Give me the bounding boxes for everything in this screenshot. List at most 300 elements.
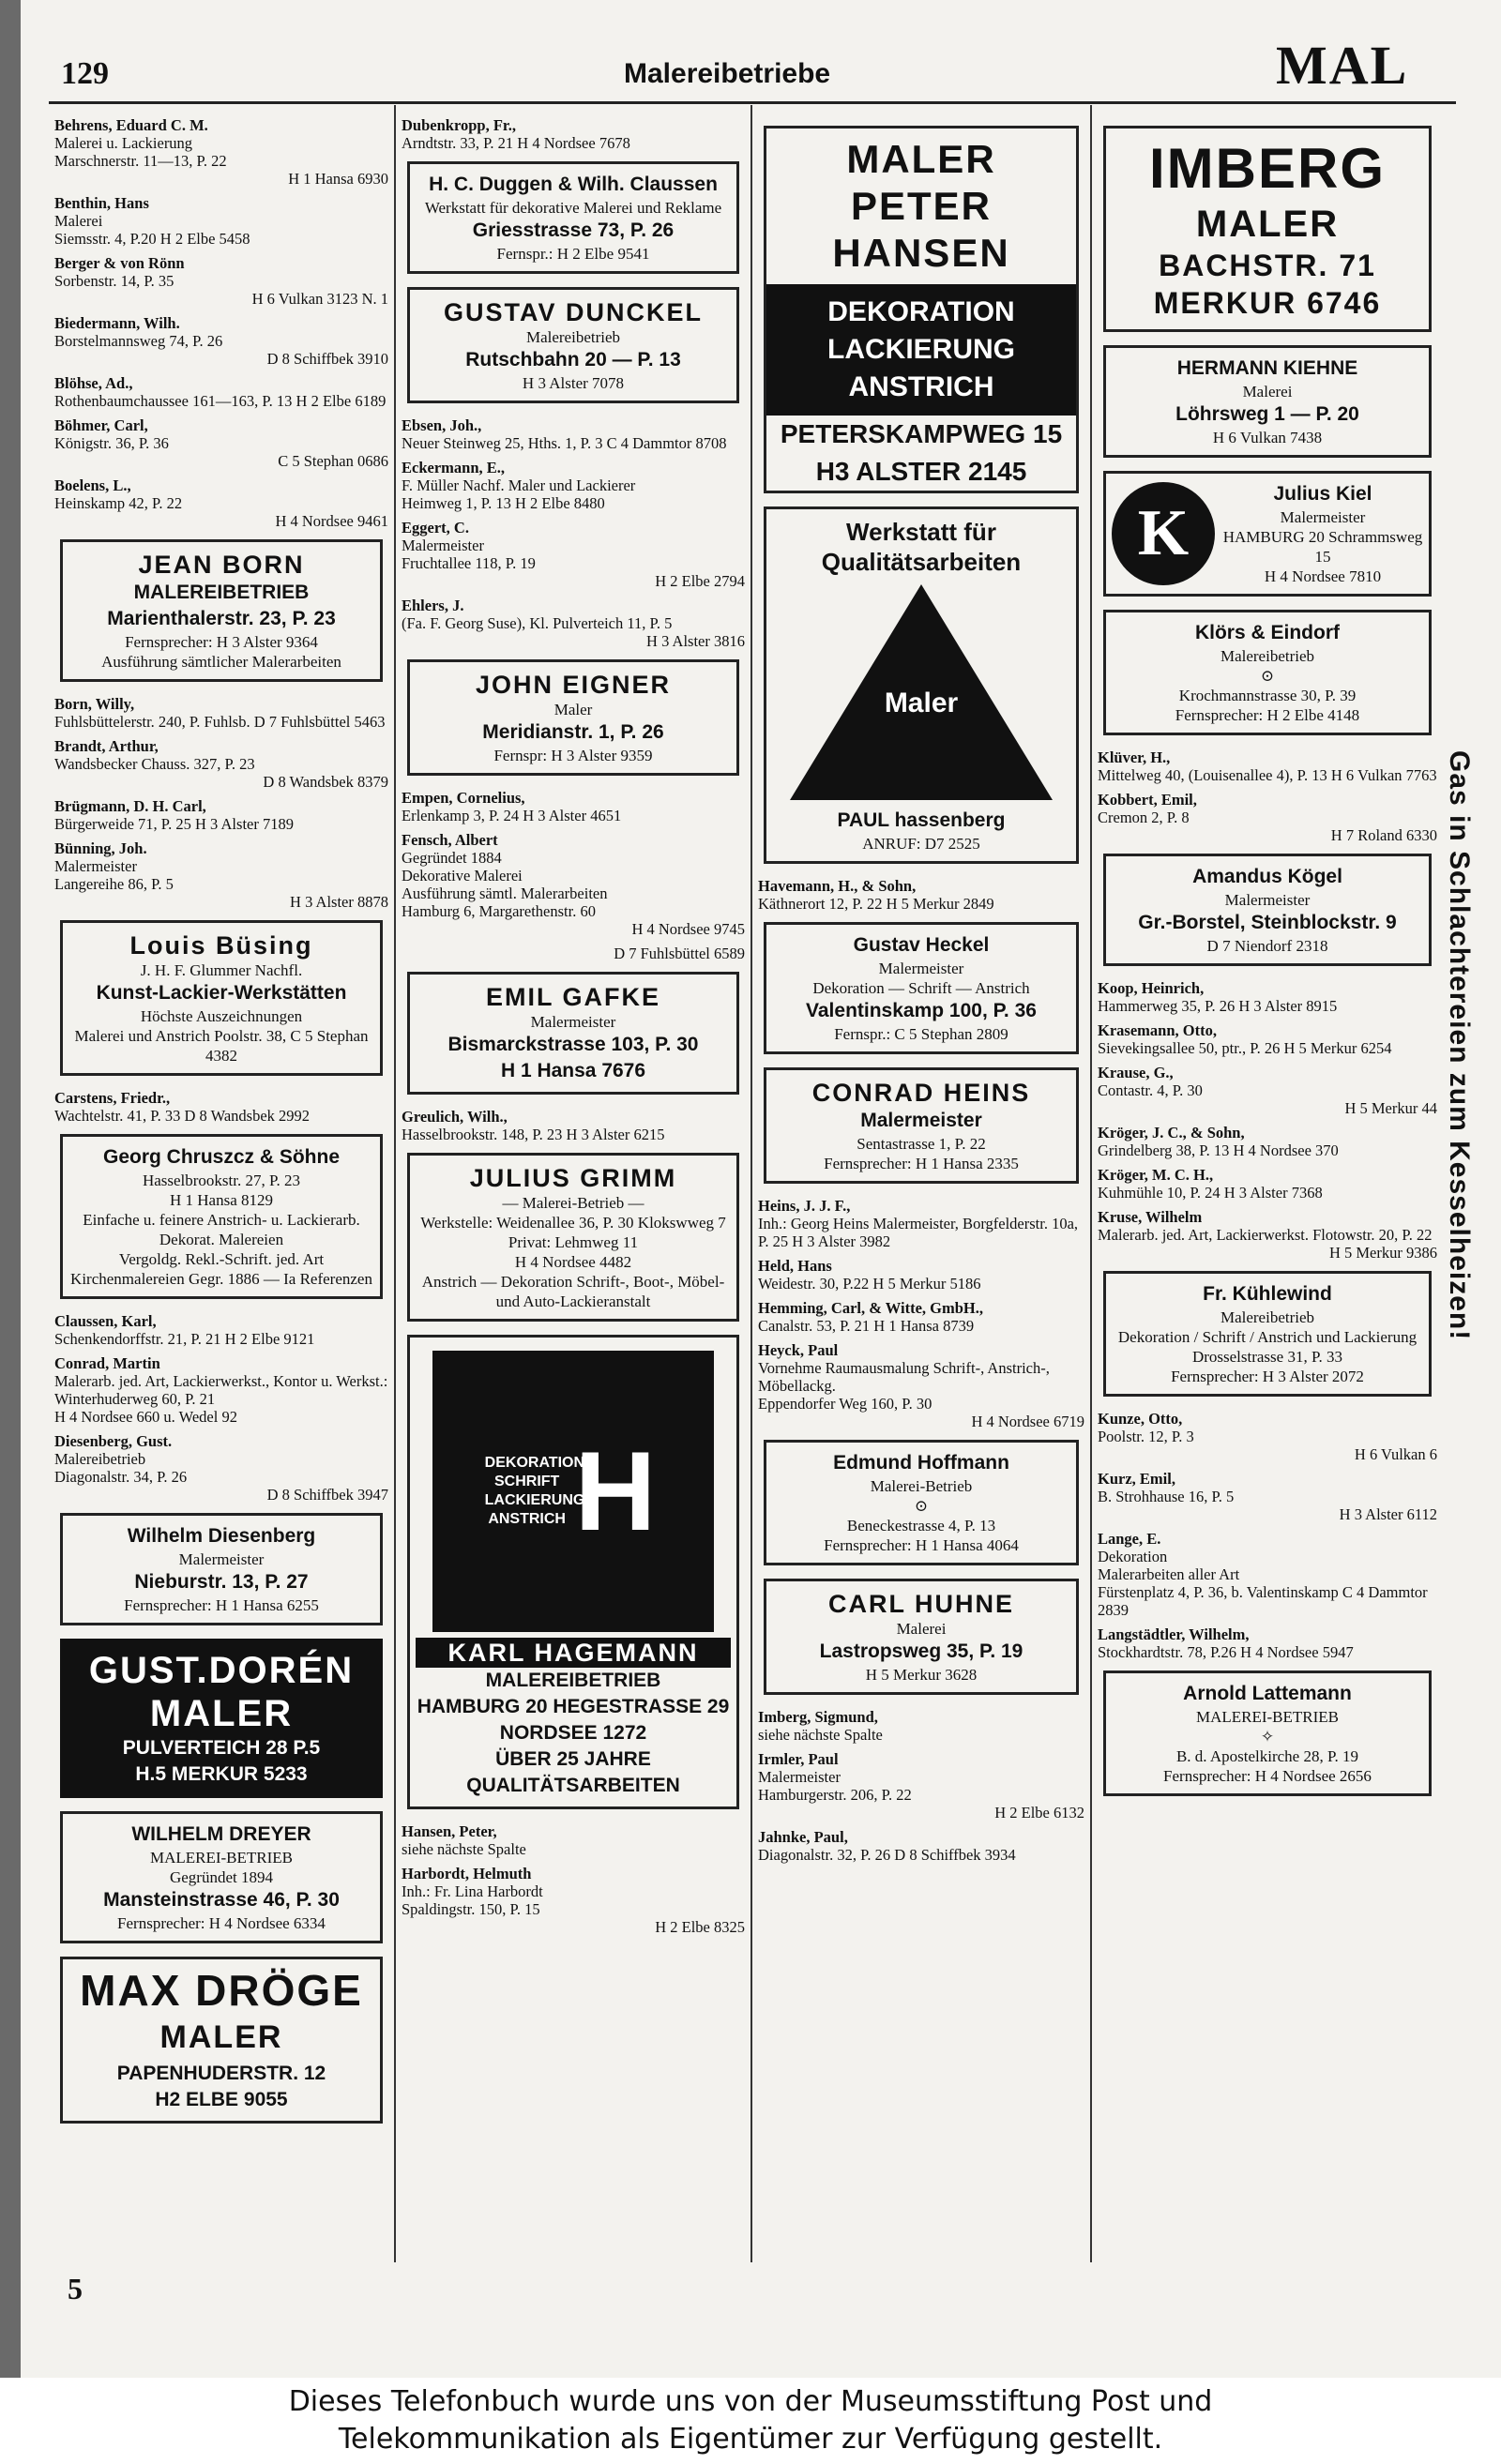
ad-max-droge (60, 1957, 383, 2124)
ad-subtitle: Malermeister (530, 1013, 616, 1031)
listing-line: Canalstr. 53, P. 21 H 1 Hansa 8739 (758, 1317, 975, 1335)
ad-subtitle: — Malerei-Betrieb — (502, 1194, 644, 1212)
listing-line: (Fa. F. Georg Suse), Kl. Pulverteich 11, P. 5 (402, 614, 673, 632)
listing-line: Malerarb. jed. Art, Lackierwerkst., Kontor u. Werkst.: Winterhuderweg 60, P. 21 (54, 1372, 388, 1408)
listing-line: Sievekingsallee 50, ptr., P. 26 H 5 Merkur 6254 (1098, 1039, 1392, 1057)
listing-entry (1098, 1064, 1437, 1117)
column-divider (394, 105, 396, 2262)
listing-entry (54, 839, 388, 911)
listing-name: Bünning, Joh. (54, 839, 147, 857)
listing-entry (54, 695, 388, 731)
listing-name: Greulich, Wilh., (402, 1108, 508, 1126)
footer-credit (0, 2378, 1501, 2464)
ad-hermann-kiehne (1103, 345, 1432, 458)
listing-name: Fensch, Albert (402, 831, 498, 849)
ad-address: Krochmannstrasse 30, P. 39 (1178, 687, 1357, 704)
ad-chruszcz (60, 1134, 383, 1299)
side-slogan (1443, 750, 1480, 1557)
listing-name: Claussen, Karl, (54, 1312, 157, 1330)
ad-extra: ÜBER 25 JAHRE QUALITÄTSARBEITEN (466, 1748, 680, 1796)
ad-subtitle: MALER (159, 2019, 283, 2055)
ad-extra: Fernsprecher: H 3 Alster 2072 (1171, 1368, 1364, 1385)
ad-title: EMIL GAFKE (485, 983, 660, 1011)
listing-entry (402, 1822, 745, 1858)
ad-title: Georg Chruszcz & Söhne (102, 1146, 341, 1168)
listing-entry (758, 1197, 1084, 1250)
listing-name: Kröger, J. C., & Sohn, (1098, 1124, 1245, 1141)
entry-group (54, 116, 388, 530)
listing-entry (402, 597, 745, 650)
listing-name: Born, Willy, (54, 695, 135, 713)
listing-line: Fürstenplatz 4, P. 36, b. Valentinskamp C 4 Dammtor 2839 (1098, 1583, 1428, 1619)
ad-subtitle: Malereibetrieb (1220, 647, 1315, 665)
listing-name: Kurz, Emil, (1098, 1470, 1175, 1488)
ad-phone: Fernsprecher: H 2 Elbe 4148 (1175, 706, 1360, 724)
listing-line: Stockhardtstr. 78, P.26 H 4 Nordsee 5947 (1098, 1643, 1354, 1661)
listing-name: Harbordt, Helmuth (402, 1865, 532, 1882)
emblem-ribbon-text: DEKORATION SCHRIFT LACKIERUNG ANSTRICH (484, 1455, 585, 1527)
ad-phone: H 1 Hansa 7676 (500, 1060, 646, 1081)
listing-line: Cremon 2, P. 8 (1098, 809, 1190, 826)
listing-entry (1098, 1208, 1437, 1262)
listing-line: Malermeister (402, 537, 484, 554)
listing-line: Käthnerort 12, P. 22 H 5 Merkur 2849 (758, 895, 994, 913)
ad-subtitle: Malermeister (178, 1550, 265, 1568)
ad-subtitle: Malermeister (860, 1110, 982, 1131)
listing-name: Benthin, Hans (54, 194, 149, 212)
listing-line: Fruchtallee 118, P. 19 (402, 554, 536, 572)
entry-group (1098, 748, 1437, 844)
listing-line: Königstr. 36, P. 36 (54, 434, 169, 452)
page-bottom-number: 5 (68, 2272, 83, 2305)
listing-line: Schenkendorffstr. 21, P. 21 H 2 Elbe 9121 (54, 1330, 315, 1348)
ad-gustav-dunckel (407, 287, 739, 403)
listing-line: siehe nächste Spalte (758, 1726, 883, 1744)
listing-line: Inh.: Georg Heins Malermeister, Borgfelderstr. 10a, P. 25 H 3 Alster 3982 (758, 1215, 1079, 1250)
ad-subtitle: Hasselbrookstr. 27, P. 23 (142, 1172, 301, 1189)
listing-name: Biedermann, Wilh. (54, 314, 180, 332)
listing-phone: H 6 Vulkan 6 (1354, 1445, 1437, 1463)
listing-line: Arndtstr. 33, P. 21 H 4 Nordsee 7678 (402, 134, 630, 152)
ad-address: Meridianstr. 1, P. 26 (482, 721, 664, 743)
ad-title: Fr. Kühlewind (1203, 1283, 1332, 1305)
ad-title: JULIUS GRIMM (469, 1164, 677, 1192)
listing-line: Malerarbeiten aller Art (1098, 1565, 1240, 1583)
listing-name: Ehlers, J. (402, 597, 464, 614)
listing-entry (1098, 1410, 1437, 1463)
listing-name: Langstädtler, Wilhelm, (1098, 1625, 1250, 1643)
ad-address: HAMBURG 20 HEGESTRASSE 29 (417, 1696, 730, 1717)
ad-paul-hassenberg (764, 506, 1079, 864)
ornament-icon: ✧ (1260, 1728, 1275, 1746)
listing-entry (54, 1312, 388, 1348)
ad-title: CARL HUHNE (827, 1590, 1014, 1618)
listing-name: Kunze, Otto, (1098, 1410, 1183, 1428)
section-code: MAL (1276, 35, 1409, 96)
ad-address: Griesstrasse 73, P. 26 (472, 219, 675, 241)
listing-line: Diagonalstr. 32, P. 26 D 8 Schiffbek 3934 (758, 1846, 1016, 1864)
listing-line: Malermeister (54, 857, 137, 875)
ad-phone: Fernsprecher: H 4 Nordsee 6334 (117, 1914, 326, 1932)
ad-phone: NORDSEE 1272 (499, 1722, 647, 1744)
entry-group (402, 1822, 745, 1936)
listing-entry (402, 519, 745, 590)
ad-subtitle: MALEREI-BETRIEB (1195, 1708, 1340, 1726)
ad-title: Gustav Heckel (853, 934, 990, 956)
ad-subtitle: Maler (553, 701, 593, 718)
ad-address: Kunst-Lackier-Werkstätten (96, 982, 347, 1004)
ad-address: Mansteinstrasse 46, P. 30 (103, 1889, 340, 1911)
listing-line: Wandsbecker Chauss. 327, P. 23 (54, 755, 255, 773)
ad-phone: ANRUF: D7 2525 (862, 835, 980, 853)
ad-phone: Valentinskamp 100, P. 36 (806, 1000, 1037, 1021)
ad-address: Dekoration — Schrift — Anstrich (812, 979, 1030, 997)
ad-title: HERMANN KIEHNE (1176, 357, 1358, 379)
ad-extra: Ausführung sämtlicher Malerarbeiten (101, 653, 341, 671)
listing-line: Hammerweg 35, P. 26 H 3 Alster 8915 (1098, 997, 1338, 1015)
listing-name: Eggert, C. (402, 519, 469, 537)
ad-edmund-hoffmann (764, 1440, 1079, 1565)
listing-line: Neuer Steinweg 25, Hths. 1, P. 3 C 4 Dammtor 8708 (402, 434, 727, 452)
ad-title: GUSTAV DUNCKEL (444, 298, 703, 326)
ad-subtitle: DEKORATION LACKIERUNG ANSTRICH (766, 284, 1076, 416)
listing-line: Bürgerweide 71, P. 25 H 3 Alster 7189 (54, 815, 294, 833)
listing-line: Wachtelstr. 41, P. 33 D 8 Wandsbek 2992 (54, 1107, 311, 1125)
ad-amandus-kogel (1103, 854, 1432, 966)
listing-entry (1098, 979, 1437, 1015)
listing-entry (402, 1108, 745, 1143)
listing-name: Jahnke, Paul, (758, 1828, 848, 1846)
listing-entry (402, 831, 745, 938)
ad-jean-born (60, 539, 383, 682)
ad-duggen-claussen (407, 161, 739, 274)
listing-name: Held, Hans (758, 1257, 832, 1275)
listing-name: Ebsen, Joh., (402, 416, 482, 434)
listing-entry (758, 877, 1084, 913)
ornament-icon: ⊙ (1260, 667, 1275, 685)
listing-phone: H 6 Vulkan 3123 N. 1 (251, 290, 388, 308)
listing-phone: H 3 Alster 6112 (1339, 1505, 1437, 1523)
ad-address: H 1 Hansa 8129 (169, 1191, 273, 1209)
entry-group (758, 1708, 1084, 1864)
hassenberg-triangle-icon (790, 584, 1053, 800)
listing-name: Carstens, Friedr., (54, 1089, 171, 1107)
ad-wilhelm-diesenberg (60, 1513, 383, 1625)
ad-address: Lastropsweg 35, P. 19 (819, 1640, 1023, 1662)
ad-title: Louis Büsing (129, 931, 313, 960)
listing-phone: D 8 Schiffbek 3910 (266, 350, 388, 368)
page-number: 129 (61, 56, 109, 91)
listing-line: siehe nächste Spalte (402, 1840, 526, 1858)
ad-title: H. C. Duggen & Wilh. Claussen (429, 174, 718, 195)
listing-line: Marschnerstr. 11—13, P. 22 (54, 152, 227, 170)
listing-name: Heins, J. J. F., (758, 1197, 851, 1215)
listing-phone: H 2 Elbe 2794 (655, 572, 745, 590)
listing-name: Diesenberg, Gust. (54, 1432, 173, 1450)
entry-group (758, 1197, 1084, 1430)
ad-gust-doren (60, 1639, 383, 1798)
footer-line-1: Dieses Telefonbuch wurde uns von der Museumsstiftung Post und (288, 2385, 1213, 2418)
listing-name: Brandt, Arthur, (54, 737, 159, 755)
listing-phone: H 4 Nordsee 9461 (275, 512, 388, 530)
listing-phone: H 3 Alster 3816 (646, 632, 745, 650)
listing-entry (54, 1432, 388, 1504)
listing-entry (1098, 1166, 1437, 1202)
footer-line-2: Telekommunikation als Eigentümer zur Verfügung gestellt. (338, 2423, 1163, 2456)
ad-phone: H2 ELBE 9055 (155, 2089, 288, 2110)
listing-entry (402, 416, 745, 452)
ad-address: H.5 MERKUR 5233 (135, 1763, 308, 1785)
ad-address: PAPENHUDERSTR. 12 (116, 2063, 326, 2084)
listing-phone: H 3 Alster 8878 (290, 893, 388, 911)
listing-entry (758, 1257, 1084, 1292)
column-3 (758, 116, 1084, 1870)
listing-line: Hasselbrookstr. 148, P. 23 H 3 Alster 6215 (402, 1126, 665, 1143)
ad-julius-grimm (407, 1153, 739, 1322)
ad-address: Rutschbahn 20 — P. 13 (465, 349, 681, 370)
ad-title: Edmund Hoffmann (833, 1452, 1009, 1474)
ad-address: Marienthalerstr. 23, P. 23 (107, 608, 336, 629)
ad-address: HAMBURG 20 Schrammsweg 15 (1222, 528, 1423, 566)
listing-line: Diagonalstr. 34, P. 26 (54, 1468, 188, 1486)
listing-name: Irmler, Paul (758, 1750, 839, 1768)
listing-name: Brügmann, D. H. Carl, (54, 797, 206, 815)
ad-subtitle: Malereibetrieb (525, 328, 621, 346)
column-4 (1098, 116, 1437, 1809)
listing-line: Malerei (54, 212, 103, 230)
ad-title: IMBERG (1149, 137, 1386, 200)
listing-phone: H 4 Nordsee 9745 (631, 920, 745, 938)
listing-entry (758, 1828, 1084, 1864)
listing-line: Vornehme Raumausmalung Schrift-, Anstrich-, Möbellackg. (758, 1359, 1050, 1395)
listing-name: Hansen, Peter, (402, 1822, 497, 1840)
listing-entry (758, 1708, 1084, 1744)
ad-extra: Fernspr.: C 5 Stephan 2809 (834, 1025, 1008, 1043)
ad-address: BACHSTR. 71 (1159, 249, 1376, 282)
column-1 (54, 116, 388, 2137)
listing-phone: H 5 Merkur 9386 (1328, 1244, 1437, 1262)
ornament-icon: ⊙ (914, 1497, 929, 1515)
ad-phone: H 6 Vulkan 7438 (1212, 429, 1323, 446)
listing-entry (1098, 1021, 1437, 1057)
entry-group (402, 789, 745, 962)
ad-john-eigner (407, 659, 739, 776)
listing-name: Krause, G., (1098, 1064, 1174, 1081)
entry-group (402, 416, 745, 650)
ad-fr-kuhlewind (1103, 1271, 1432, 1397)
listing-line: Spaldingstr. 150, P. 15 (402, 1900, 540, 1918)
listing-name: Kröger, M. C. H., (1098, 1166, 1214, 1184)
listing-phone: H 4 Nordsee 6719 (971, 1413, 1084, 1430)
entry-group (54, 695, 388, 911)
entry-group (54, 1312, 388, 1504)
listing-name: Conrad, Martin (54, 1354, 160, 1372)
listing-name: Lange, E. (1098, 1530, 1161, 1548)
ad-title: Wilhelm Diesenberg (127, 1525, 316, 1547)
ad-phone: Höchste Auszeichnungen (140, 1007, 303, 1025)
ad-title: JEAN BORN (138, 551, 305, 579)
listing-name: Krasemann, Otto, (1098, 1021, 1217, 1039)
listing-entry (54, 116, 388, 188)
listing-entry (54, 737, 388, 791)
ad-subtitle: Malerei (1242, 383, 1293, 401)
listing-phone: H 7 Roland 6330 (1330, 826, 1437, 844)
ad-phone: H3 ALSTER 2145 (815, 457, 1027, 486)
ad-subtitle: Maler (884, 688, 959, 718)
listing-line: Erlenkamp 3, P. 24 H 3 Alster 4651 (402, 807, 622, 824)
listing-phone: D 7 Fuhlsbüttel 6589 (614, 945, 745, 962)
ad-phone: Fernspr.: H 2 Elbe 9541 (496, 245, 650, 263)
listing-name: Dubenkropp, Fr., (402, 116, 516, 134)
listing-phone: D 8 Schiffbek 3947 (266, 1486, 388, 1504)
listing-name: Kruse, Wilhelm (1098, 1208, 1203, 1226)
listing-line: Hamburgerstr. 206, P. 22 (758, 1786, 912, 1804)
listing-line: Mittelweg 40, (Louisenallee 4), P. 13 H 6 Vulkan 7763 (1098, 766, 1437, 784)
listing-phone: H 1 Hansa 6930 (288, 170, 388, 188)
ad-phone: Drosselstrasse 31, P. 33 (1191, 1348, 1343, 1366)
listing-entry (54, 1354, 388, 1426)
ad-phone: Fernsprecher: H 1 Hansa 2335 (824, 1155, 1019, 1172)
listing-name: Berger & von Rönn (54, 254, 185, 272)
ad-phone: D 7 Niendorf 2318 (1206, 937, 1328, 955)
ad-founded: Gegründet 1894 (169, 1868, 273, 1886)
ad-phone: Fernsprecher: H 1 Hansa 6255 (124, 1596, 319, 1614)
ad-subtitle: Malermeister (1280, 508, 1366, 526)
listing-line: Siemsstr. 4, P.20 H 2 Elbe 5458 (54, 230, 250, 248)
listing-entry (54, 797, 388, 833)
ad-phone: Fernsprecher: H 1 Hansa 4064 (824, 1536, 1019, 1554)
listing-name: Blöhse, Ad., (54, 374, 133, 392)
ad-extra: Anstrich — Dekoration Schrift-, Boot-, Möbel- und Auto-Lackieranstalt (421, 1273, 725, 1310)
ad-conrad-heins (764, 1067, 1079, 1184)
entry-group (402, 1108, 745, 1143)
listing-line: B. Strohhause 16, P. 5 (1098, 1488, 1235, 1505)
ad-address: Löhrsweg 1 — P. 20 (1175, 403, 1359, 425)
ad-subtitle: J. H. F. Glummer Nachfl. (140, 961, 303, 979)
listing-entry (758, 1341, 1084, 1430)
listing-phone: C 5 Stephan 0686 (278, 452, 388, 470)
ad-wilhelm-dreyer (60, 1811, 383, 1943)
listing-phone: H 5 Merkur 44 (1344, 1099, 1437, 1117)
entry-group (758, 877, 1084, 913)
listing-entry (54, 254, 388, 308)
ad-address: Nieburstr. 13, P. 27 (134, 1571, 309, 1593)
ad-phone: Einfache u. feinere Anstrich- u. Lackierarb. Dekorat. Malereien (83, 1211, 360, 1248)
listing-name: Havemann, H., & Sohn, (758, 877, 917, 895)
ad-julius-kiel (1103, 471, 1432, 597)
listing-line: Heimweg 1, P. 13 H 2 Elbe 8480 (402, 494, 605, 512)
entry-group (1098, 1410, 1437, 1661)
painter-logo-icon: K (1112, 482, 1215, 585)
listing-name: Kobbert, Emil, (1098, 791, 1197, 809)
listing-line: Dekoration (1098, 1548, 1168, 1565)
listing-phone: H 2 Elbe 8325 (655, 1918, 745, 1936)
listing-line: Eppendorfer Weg 160, P. 30 (758, 1395, 932, 1413)
ad-carl-huhne (764, 1579, 1079, 1695)
listing-entry (758, 1750, 1084, 1822)
listing-phone: D 8 Wandsbek 8379 (263, 773, 388, 791)
column-divider (1090, 105, 1092, 2262)
ad-phone: H 4 Nordsee 7810 (1264, 567, 1382, 585)
entry-group (402, 116, 745, 152)
column-2 (402, 116, 745, 1942)
ad-imberg (1103, 126, 1432, 332)
listing-line: Sorbenstr. 14, P. 35 (54, 272, 174, 290)
listing-entry (1098, 1530, 1437, 1619)
ad-subtitle: Werkstatt für dekorative Malerei und Reklame (424, 199, 722, 217)
listing-entry (1098, 791, 1437, 844)
ad-karl-hagemann (407, 1335, 739, 1809)
ad-address: Sentastrasse 1, P. 22 (857, 1135, 986, 1153)
listing-phone: H 2 Elbe 6132 (994, 1804, 1084, 1822)
ad-phone: Fernspr: H 3 Alster 9359 (493, 747, 653, 764)
ad-subtitle: Malermeister (1224, 891, 1311, 909)
page-title: Malereibetriebe (624, 58, 831, 89)
ad-phone: H 3 Alster 7078 (522, 374, 625, 392)
listing-name: Empen, Cornelius, (402, 789, 525, 807)
ad-title: MAX DRÖGE (80, 1966, 363, 2015)
listing-line: Borstelmannsweg 74, P. 26 (54, 332, 223, 350)
ad-subtitle: PULVERTEICH 28 P.5 (122, 1737, 321, 1759)
listing-line: Weidestr. 30, P.22 H 5 Merkur 5186 (758, 1275, 981, 1292)
ad-title: Julius Kiel (1273, 483, 1372, 505)
listing-name: Boelens, L., (54, 476, 131, 494)
listing-entry (1098, 748, 1437, 784)
listing-entry (1098, 1124, 1437, 1159)
listing-entry (758, 1299, 1084, 1335)
ad-address: PAUL hassenberg (837, 809, 1006, 831)
listing-line: Malereibetrieb (54, 1450, 146, 1468)
ad-title: Arnold Lattemann (1183, 1683, 1352, 1704)
ad-title: WILHELM DREYER (131, 1823, 311, 1845)
ad-extra: Malerei und Anstrich Poolstr. 38, C 5 Stephan 4382 (74, 1027, 369, 1065)
ad-address: Dekoration / Schrift / Anstrich und Lackierung (1117, 1328, 1418, 1346)
listing-line: Rothenbaumchaussee 161—163, P. 13 H 2 Elbe 6189 (54, 392, 387, 410)
listing-entry (54, 476, 388, 530)
listing-line: Poolstr. 12, P. 3 (1098, 1428, 1194, 1445)
ad-address: Werkstelle: Weidenallee 36, P. 30 Klokswweg 7 Privat: Lehmweg 11 (420, 1214, 726, 1251)
listing-name: Hemming, Carl, & Witte, GmbH., (758, 1299, 983, 1317)
listing-entry (1098, 1470, 1437, 1523)
listing-name: Heyck, Paul (758, 1341, 839, 1359)
ad-phone: MERKUR 6746 (1153, 286, 1382, 320)
ad-klors-eindorf (1103, 610, 1432, 735)
listing-line: Langereihe 86, P. 5 (54, 875, 174, 893)
listing-entry (54, 314, 388, 368)
ad-title: KARL HAGEMANN (416, 1638, 731, 1668)
listing-entry (54, 1089, 388, 1125)
listing-entry (402, 459, 745, 512)
listing-entry (402, 116, 745, 152)
listing-line: H 4 Nordsee 660 u. Wedel 92 (54, 1408, 237, 1426)
listing-name: Imberg, Sigmund, (758, 1708, 878, 1726)
ad-subtitle: Malerei-Betrieb (870, 1477, 973, 1495)
ad-subtitle: MALEREI-BETRIEB (149, 1849, 294, 1867)
listing-line: Malermeister (758, 1768, 841, 1786)
listing-entry (54, 416, 388, 470)
listing-line: Malerarb. jed. Art, Lackierwerkst. Flotowstr. 20, P. 22 (1098, 1226, 1433, 1244)
ad-phone: Fernsprecher: H 3 Alster 9364 (125, 633, 318, 651)
ad-address: Beneckestrasse 4, P. 13 (846, 1517, 996, 1534)
listing-line: Dekorative Malerei (402, 867, 523, 884)
listing-name: Klüver, H., (1098, 748, 1171, 766)
ad-phone: H 5 Merkur 3628 (865, 1666, 978, 1684)
column-divider (750, 105, 752, 2262)
ad-title: JOHN EIGNER (475, 671, 672, 699)
listing-line: Grindelberg 38, P. 13 H 4 Nordsee 370 (1098, 1141, 1339, 1159)
ad-subtitle: Malereibetrieb (1220, 1308, 1315, 1326)
ad-title: Klörs & Eindorf (1194, 622, 1340, 643)
